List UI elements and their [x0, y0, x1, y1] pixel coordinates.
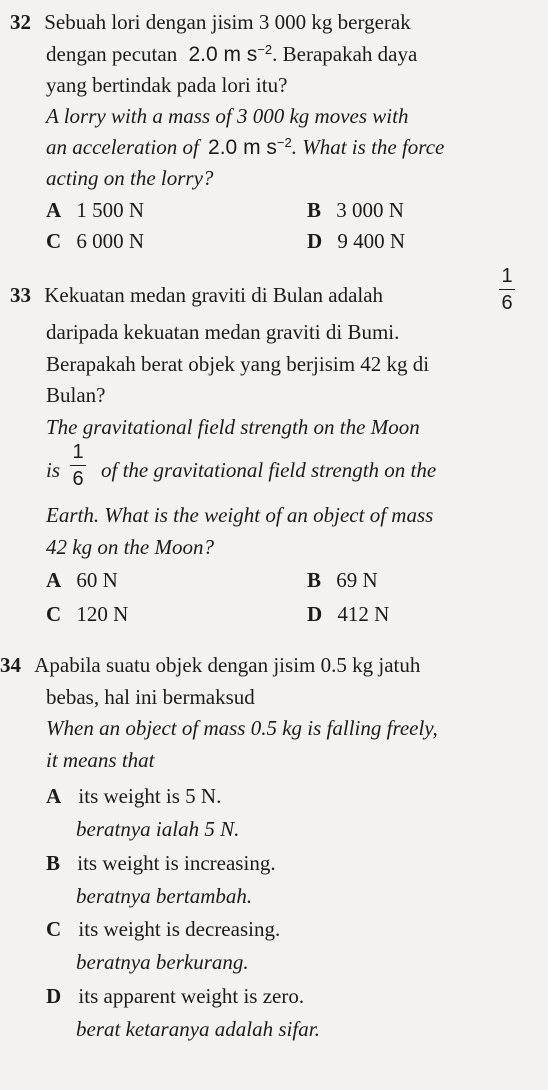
- option-text-en: its weight is decreasing.: [78, 917, 281, 941]
- option-text: 3 000 N: [336, 198, 404, 222]
- q32-ms-1: Sebuah lori dengan jisim 3 000 kg bergerak: [44, 10, 411, 34]
- q32-line-en-2: [46, 137, 444, 158]
- q32-number: 32: [10, 10, 31, 34]
- option-letter: C: [46, 229, 62, 253]
- q34-option-b: [46, 853, 276, 874]
- q34-ms-1: Apabila suatu objek dengan jisim 0.5 kg jatuh: [34, 653, 421, 677]
- option-letter: A: [46, 198, 62, 222]
- option-text: 1 500 N: [76, 198, 145, 222]
- q32-ms-exp: −2: [257, 42, 273, 57]
- fraction-numerator: 1: [72, 441, 84, 463]
- option-letter: B: [307, 198, 322, 222]
- fraction-numerator: 1: [501, 265, 513, 287]
- option-letter: A: [46, 784, 62, 808]
- q34-option-d-ms: berat ketaranya adalah sifar.: [76, 1017, 320, 1041]
- option-letter: C: [46, 602, 62, 626]
- option-text-en: its weight is increasing.: [77, 851, 276, 875]
- q33-option-c: [46, 604, 128, 625]
- q32-en-2b: . What is the force: [291, 135, 445, 159]
- q32-line-1: [10, 12, 411, 33]
- q33-ms-4: Bulan?: [46, 383, 106, 407]
- q33-en-2b: of the gravitational field strength on the: [101, 458, 437, 482]
- q34-en-1: When an object of mass 0.5 kg is falling freely,: [46, 716, 438, 740]
- q34-option-d: [46, 986, 304, 1007]
- q34-option-a: [46, 786, 221, 807]
- option-text: 6 000 N: [76, 229, 145, 253]
- q32-option-a: [46, 200, 144, 221]
- q34-line-1: [0, 655, 420, 676]
- option-text-en: its weight is 5 N.: [78, 784, 222, 808]
- q32-en-1: A lorry with a mass of 3 000 kg moves with: [46, 104, 409, 128]
- q34-option-a-ms: beratnya ialah 5 N.: [76, 817, 240, 841]
- q34-option-b-ms: beratnya bertambah.: [76, 884, 253, 908]
- q33-option-a: [46, 570, 118, 591]
- q32-ms-3: yang bertindak pada lori itu?: [46, 73, 288, 97]
- q32-en-accel: 2.0 m s: [208, 136, 277, 159]
- q32-en-exp: −2: [276, 135, 292, 150]
- option-letter: A: [46, 568, 62, 592]
- q33-ms-2: daripada kekuatan medan graviti di Bumi.: [46, 320, 400, 344]
- q34-ms-2: bebas, hal ini bermaksud: [46, 685, 255, 709]
- q33-ms-fraction: [499, 266, 515, 313]
- fraction-bar: [70, 465, 86, 466]
- fraction-bar: [499, 289, 515, 290]
- q32-option-d: [307, 231, 405, 252]
- option-text: 69 N: [336, 568, 378, 592]
- q33-option-d: [307, 604, 389, 625]
- q34-en-2: it means that: [46, 748, 155, 772]
- option-letter: D: [307, 602, 323, 626]
- option-text-en: its apparent weight is zero.: [78, 984, 305, 1008]
- q33-line-1: [10, 285, 383, 306]
- q33-en-3: Earth. What is the weight of an object of mass: [46, 503, 434, 527]
- q32-option-c: [46, 231, 144, 252]
- q33-ms-3: Berapakah berat objek yang berjisim 42 kg di: [46, 352, 430, 376]
- q32-line-2: [46, 44, 417, 65]
- q33-number: 33: [10, 283, 31, 307]
- q34-option-c: [46, 919, 280, 940]
- q32-ms-2a: dengan pecutan: [46, 42, 178, 66]
- q33-en-fraction: [70, 442, 86, 489]
- option-letter: B: [46, 851, 61, 875]
- option-letter: B: [307, 568, 322, 592]
- q33-en-1: The gravitational field strength on the Moon: [46, 415, 420, 439]
- q33-en-4: 42 kg on the Moon?: [46, 535, 214, 559]
- option-text: 9 400 N: [337, 229, 406, 253]
- q34-number: 34: [0, 653, 21, 677]
- fraction-denominator: 6: [72, 468, 84, 490]
- q34-option-c-ms: beratnya berkurang.: [76, 950, 249, 974]
- q32-en-3: acting on the lorry?: [46, 166, 214, 190]
- fraction-denominator: 6: [501, 292, 513, 314]
- option-text: 120 N: [76, 602, 129, 626]
- q33-option-b: [307, 570, 378, 591]
- q32-en-2a: an acceleration of: [46, 135, 199, 159]
- option-letter: D: [307, 229, 323, 253]
- q32-ms-accel: 2.0 m s: [188, 43, 258, 66]
- option-text: 412 N: [337, 602, 390, 626]
- q33-ms-1: Kekuatan medan graviti di Bulan adalah: [44, 283, 384, 307]
- option-letter: C: [46, 917, 62, 941]
- option-letter: D: [46, 984, 62, 1008]
- q33-en-2a: is: [46, 458, 61, 482]
- option-text: 60 N: [76, 568, 118, 592]
- q32-ms-2b: . Berapakah daya: [272, 42, 418, 66]
- q32-option-b: [307, 200, 404, 221]
